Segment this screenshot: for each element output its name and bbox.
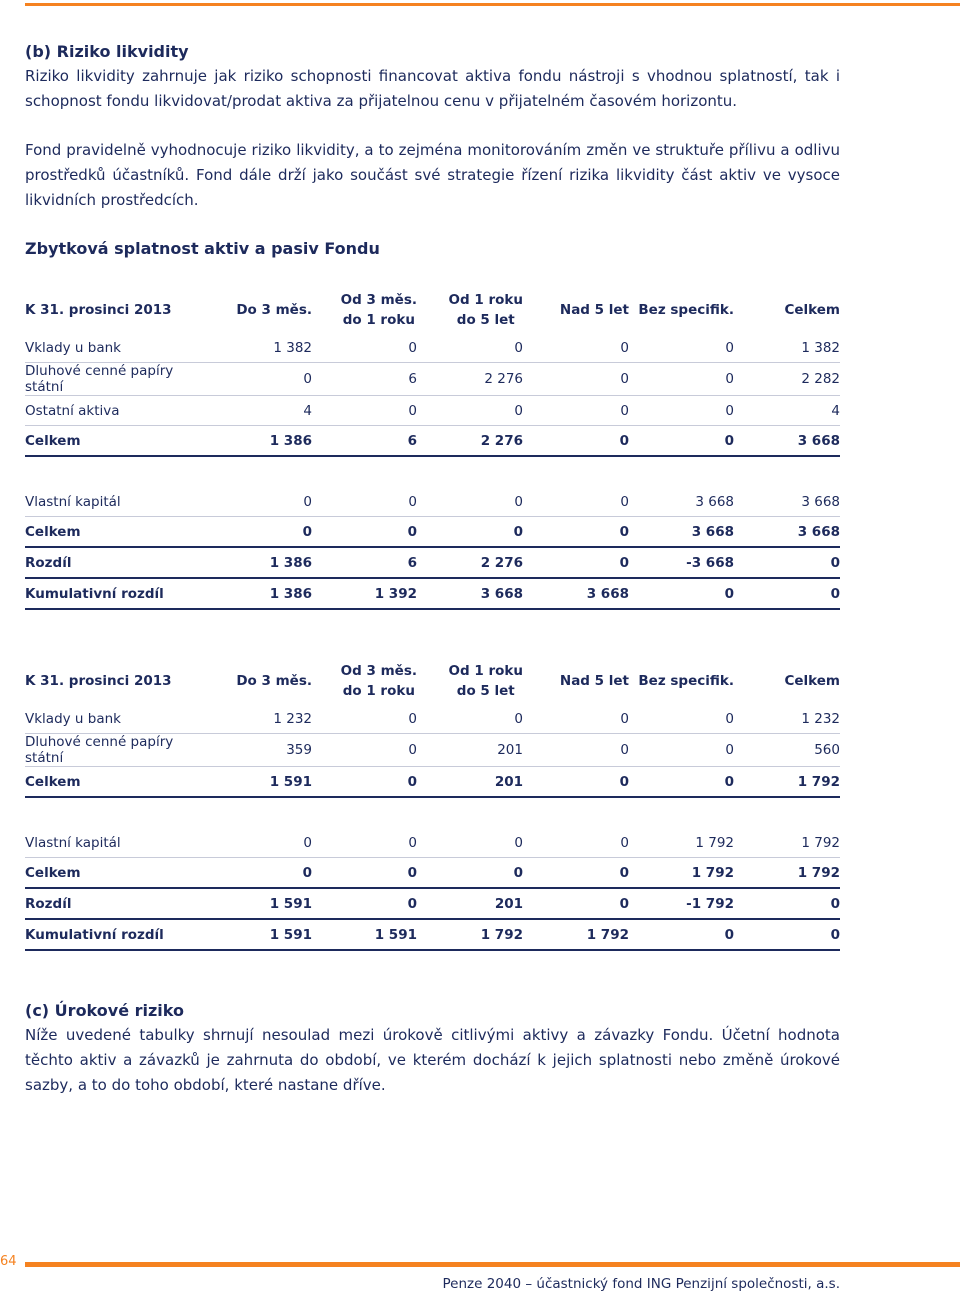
cell-value: 0: [523, 426, 629, 457]
row-label: Vlastní kapitál: [25, 828, 215, 858]
row-label: Dluhové cenné papíry státní: [25, 363, 215, 396]
cell-value: 0: [417, 487, 523, 517]
header-date: K 31. prosinci 2013: [25, 302, 172, 318]
cell-value: 1 591: [215, 888, 312, 919]
header-unspecified: Bez specifik.: [638, 302, 734, 318]
cell-value: 0: [312, 333, 417, 363]
cell-value: 0: [523, 333, 629, 363]
cell-value: 0: [312, 858, 417, 889]
table-row: [25, 363, 840, 396]
top-accent-bar: [25, 3, 960, 6]
cell-value: 0: [523, 828, 629, 858]
header-unspecified: Bez specifik.: [638, 673, 734, 689]
cell-value: 3 668: [734, 517, 840, 548]
row-label: Celkem: [25, 767, 215, 798]
table-spacer-row: [25, 456, 840, 487]
header-total: Celkem: [784, 302, 840, 318]
cell-value: 0: [417, 828, 523, 858]
cell-value: 6: [312, 363, 417, 396]
liquidity-table-1: [25, 287, 840, 610]
cell-value: 0: [312, 767, 417, 798]
cell-value: 3 668: [629, 487, 734, 517]
header-over-5y: Nad 5 let: [559, 673, 629, 689]
cell-value: 4: [215, 396, 312, 426]
cell-value: 0: [523, 487, 629, 517]
cell-value: 0: [417, 396, 523, 426]
page-content: [25, 40, 840, 1098]
table-row: [25, 487, 840, 517]
cell-value: 2 276: [417, 547, 523, 578]
cell-value: 0: [215, 828, 312, 858]
header-over-5y: Nad 5 let: [559, 302, 629, 318]
cell-value: 0: [312, 487, 417, 517]
cell-value: 1 232: [215, 704, 312, 734]
cell-value: 0: [629, 333, 734, 363]
cell-value: 1 392: [312, 578, 417, 609]
cell-value: 0: [629, 919, 734, 950]
cell-value: 359: [215, 734, 312, 767]
table-header-row: [25, 658, 840, 704]
cell-value: 6: [312, 547, 417, 578]
header-date: K 31. prosinci 2013: [25, 673, 172, 689]
header-3m-1y: Od 3 měs. do 1 roku: [340, 663, 417, 699]
cell-value: 0: [523, 858, 629, 889]
table-row: [25, 767, 840, 798]
cell-value: 1 792: [734, 858, 840, 889]
cell-value: 3 668: [417, 578, 523, 609]
cell-value: 1 591: [215, 919, 312, 950]
cell-value: 0: [629, 396, 734, 426]
section-c-paragraph: Níže uvedené tabulky shrnují nesoulad mezi úrokově citlivými aktivy a závazky Fondu. Účetní hodnota těchto aktiv a závazků je zahrnuta do období, ve kterém dochází k jejich splatnosti nebo změně úrokové sazby, a to do toho období, které nastane dříve.: [25, 1026, 840, 1094]
cell-value: 0: [523, 547, 629, 578]
cell-value: 0: [523, 767, 629, 798]
cell-value: 1 591: [312, 919, 417, 950]
row-label: Celkem: [25, 858, 215, 889]
table-row: [25, 858, 840, 889]
cell-value: 0: [417, 704, 523, 734]
cell-value: 1 382: [734, 333, 840, 363]
footer-text: Penze 2040 – účastnický fond ING Penzijní společnosti, a.s.: [442, 1276, 840, 1292]
cell-value: 2 276: [417, 426, 523, 457]
page-number: 64: [0, 1254, 17, 1269]
header-up-to-3m: Do 3 měs.: [236, 302, 312, 318]
cell-value: 4: [734, 396, 840, 426]
cell-value: -3 668: [629, 547, 734, 578]
table-row: [25, 517, 840, 548]
table-row: [25, 333, 840, 363]
table-row: [25, 396, 840, 426]
header-1y-5y: Od 1 roku do 5 let: [448, 292, 523, 328]
cell-value: 0: [734, 919, 840, 950]
cell-value: 1 591: [215, 767, 312, 798]
cell-value: 0: [523, 517, 629, 548]
row-label: Kumulativní rozdíl: [25, 578, 215, 609]
cell-value: 0: [734, 888, 840, 919]
table-row: [25, 828, 840, 858]
cell-value: 0: [629, 426, 734, 457]
header-total: Celkem: [784, 673, 840, 689]
cell-value: 1 792: [734, 828, 840, 858]
cell-value: 0: [312, 828, 417, 858]
table-spacer-row: [25, 797, 840, 828]
cell-value: 6: [312, 426, 417, 457]
cell-value: 1 792: [629, 828, 734, 858]
section-b-paragraph-2: Fond pravidelně vyhodnocuje riziko likvidity, a to zejména monitorováním změn ve struktuře přílivu a odlivu prostředků účastníků. Fond dále drží jako součást své strategie řízení rizika likvidity část aktiv ve vysoce likvidních prostředcích.: [25, 141, 840, 209]
cell-value: 3 668: [734, 487, 840, 517]
cell-value: 1 386: [215, 547, 312, 578]
table-row: [25, 547, 840, 578]
table-row: [25, 426, 840, 457]
cell-value: 0: [523, 704, 629, 734]
cell-value: 0: [417, 858, 523, 889]
cell-value: 1 386: [215, 578, 312, 609]
table-row: [25, 578, 840, 609]
table-header-row: [25, 287, 840, 333]
cell-value: 0: [312, 517, 417, 548]
table-title: Zbytková splatnost aktiv a pasiv Fondu: [25, 239, 380, 258]
cell-value: 0: [312, 734, 417, 767]
cell-value: 1 382: [215, 333, 312, 363]
cell-value: -1 792: [629, 888, 734, 919]
cell-value: 201: [417, 888, 523, 919]
cell-value: 0: [417, 333, 523, 363]
cell-value: 0: [312, 396, 417, 426]
cell-value: 560: [734, 734, 840, 767]
cell-value: 0: [629, 363, 734, 396]
cell-value: 3 668: [734, 426, 840, 457]
liquidity-table-2: [25, 658, 840, 951]
cell-value: 1 386: [215, 426, 312, 457]
row-label: Dluhové cenné papíry státní: [25, 734, 215, 767]
cell-value: 3 668: [523, 578, 629, 609]
cell-value: 2 276: [417, 363, 523, 396]
footer-accent-bar: [25, 1262, 960, 1267]
cell-value: 201: [417, 767, 523, 798]
table-row: [25, 704, 840, 734]
cell-value: 1 232: [734, 704, 840, 734]
cell-value: 0: [734, 578, 840, 609]
section-b-heading: (b) Riziko likvidity: [25, 42, 189, 61]
cell-value: 2 282: [734, 363, 840, 396]
cell-value: 3 668: [629, 517, 734, 548]
cell-value: 201: [417, 734, 523, 767]
cell-value: 1 792: [734, 767, 840, 798]
cell-value: 0: [215, 363, 312, 396]
cell-value: 0: [629, 734, 734, 767]
table-row: [25, 888, 840, 919]
row-label: Rozdíl: [25, 547, 215, 578]
cell-value: 0: [523, 734, 629, 767]
row-label: Kumulativní rozdíl: [25, 919, 215, 950]
row-label: Vklady u bank: [25, 333, 215, 363]
cell-value: 0: [523, 888, 629, 919]
cell-value: 0: [312, 888, 417, 919]
header-up-to-3m: Do 3 měs.: [236, 673, 312, 689]
cell-value: 0: [312, 704, 417, 734]
header-3m-1y: Od 3 měs. do 1 roku: [340, 292, 417, 328]
table-row: [25, 919, 840, 950]
row-label: Rozdíl: [25, 888, 215, 919]
cell-value: 0: [523, 396, 629, 426]
table-row: [25, 734, 840, 767]
section-b-paragraph-1: Riziko likvidity zahrnuje jak riziko schopnosti financovat aktiva fondu nástroji s vhodnou splatností, tak i schopnost fondu likvidovat/prodat aktiva za přijatelnou cenu v přijatelném časovém horizontu.: [25, 67, 840, 110]
cell-value: 0: [629, 704, 734, 734]
section-c-heading: (c) Úrokové riziko: [25, 1001, 184, 1020]
cell-value: 0: [215, 858, 312, 889]
cell-value: 1 792: [629, 858, 734, 889]
cell-value: 0: [629, 767, 734, 798]
cell-value: 0: [523, 363, 629, 396]
cell-value: 0: [629, 578, 734, 609]
cell-value: 1 792: [523, 919, 629, 950]
cell-value: 0: [417, 517, 523, 548]
row-label: Celkem: [25, 426, 215, 457]
cell-value: 0: [734, 547, 840, 578]
cell-value: 0: [215, 517, 312, 548]
cell-value: 1 792: [417, 919, 523, 950]
row-label: Vlastní kapitál: [25, 487, 215, 517]
row-label: Vklady u bank: [25, 704, 215, 734]
row-label: Celkem: [25, 517, 215, 548]
header-1y-5y: Od 1 roku do 5 let: [448, 663, 523, 699]
row-label: Ostatní aktiva: [25, 396, 215, 426]
cell-value: 0: [215, 487, 312, 517]
